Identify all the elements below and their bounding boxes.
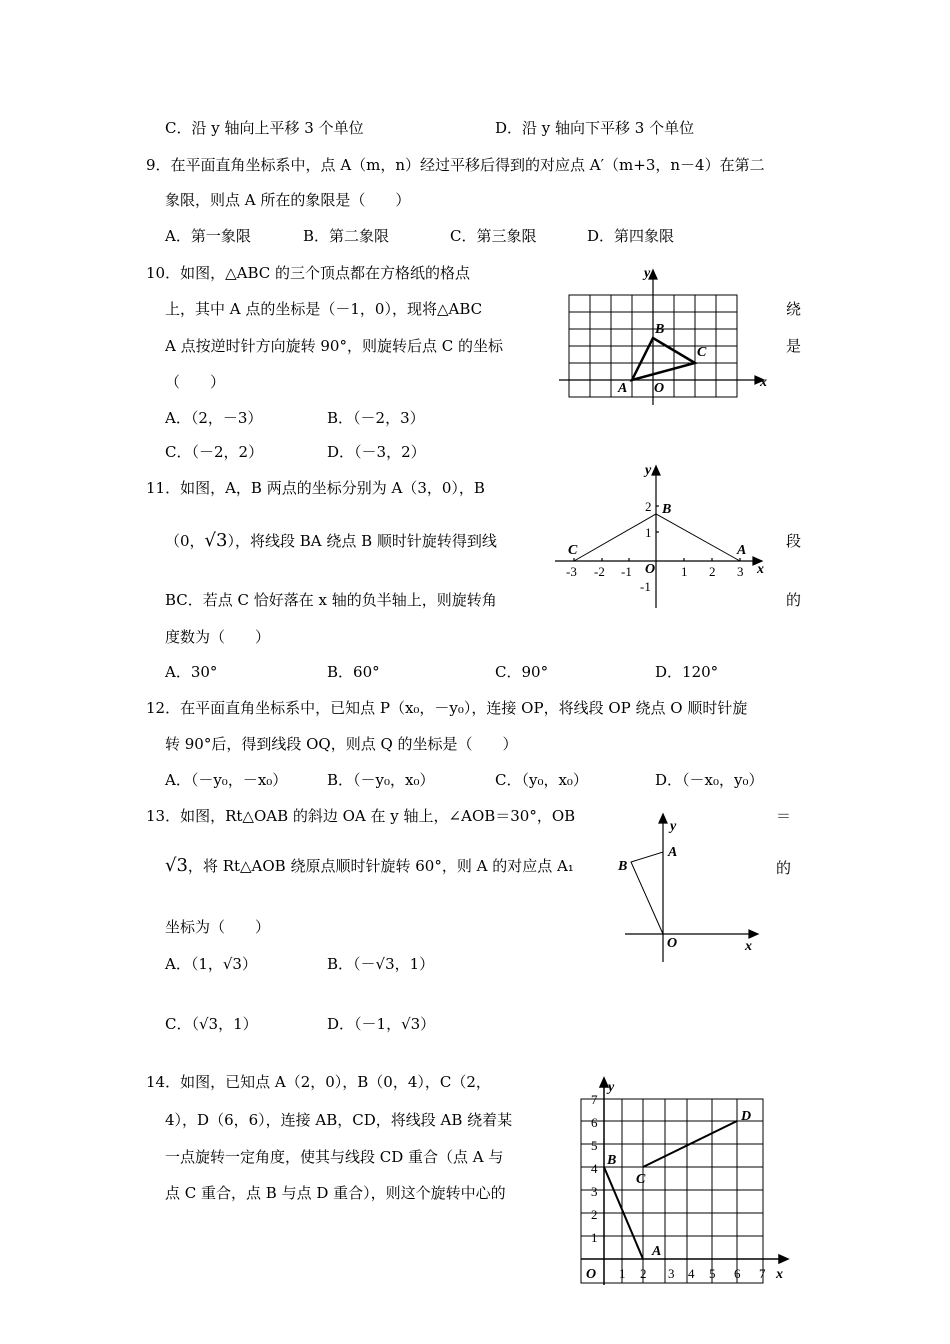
q10-label-o: O [654, 381, 665, 396]
q14-grid [581, 1099, 763, 1283]
q10-label-y: y [644, 266, 651, 281]
q14-stem-line1: 14．如图，已知点 A（2，0），B（0，4），C（2， [146, 1073, 491, 1091]
q10-label-b: B [655, 322, 665, 337]
q11-stem-line2-a: （0， [165, 532, 205, 550]
q13-stem-line3: 坐标为（ ） [165, 918, 271, 936]
q14-y-tick-labels [591, 1092, 598, 1245]
q13-stem-line2 [165, 856, 574, 876]
q14-axes [581, 1078, 788, 1285]
q13-option-a: A．（1，√3） [165, 955, 257, 973]
q10-stem-line2-end: 绕 [786, 300, 802, 318]
q10-option-d: D．（－3，2） [327, 443, 426, 461]
q14-label-d: D [741, 1109, 752, 1124]
q8-option-d: D．沿 y 轴向下平移 3 个单位 [495, 119, 695, 137]
q10-label-a: A [618, 381, 628, 396]
q11-stem-line3: BC．若点 C 恰好落在 x 轴的负半轴上，则旋转角 [165, 591, 497, 609]
q12-option-b: B．（－y₀，x₀） [327, 771, 435, 789]
q14-xtick: 3 [668, 1266, 675, 1281]
q14-xtick: 7 [759, 1266, 766, 1281]
q11-stem-line2-end: 段 [786, 532, 802, 550]
q12-option-d: D．（－x₀，y₀） [655, 771, 764, 789]
q11-label-y: y [645, 463, 652, 478]
q10-option-b: B．（－2，3） [327, 409, 425, 427]
q11-option-b: B．60° [327, 663, 380, 681]
q14-x-tick-labels [619, 1266, 766, 1281]
q11-option-c: C．90° [495, 663, 549, 681]
q11-xtick: -3 [566, 564, 577, 579]
q14-stem-line2: 4），D（6，6），连接 AB，CD，将线段 AB 绕着某 [165, 1111, 513, 1129]
q10-stem-line3-end: 是 [786, 337, 802, 355]
q13-stem-line2-end: 的 [776, 859, 792, 877]
q14-ytick: 2 [591, 1207, 598, 1222]
q11-sqrt3: √3 [204, 530, 228, 551]
q12-option-a: A．（－y₀，－x₀） [165, 771, 288, 789]
q11-axes [555, 466, 762, 608]
q10-label-x: x [760, 375, 767, 390]
q11-ytick: 2 [645, 499, 652, 514]
q11-stem-line4: 度数为（ ） [165, 628, 271, 646]
q10-stem-line4: （ ） [165, 373, 226, 391]
q13-option-d: D．（－1，√3） [327, 1015, 436, 1033]
q11-stem-line1: 11．如图，A，B 两点的坐标分别为 A（3，0），B [146, 479, 485, 497]
q12-stem-line1: 12．在平面直角坐标系中，已知点 P（x₀，－y₀），连接 OP，将线段 OP 绕点 O 顺时针旋 [146, 699, 748, 717]
q14-label-y: y [608, 1080, 615, 1095]
q9-stem-line1: 9．在平面直角坐标系中，点 A（m，n）经过平移后得到的对应点 A′（m+3，n－4）在第二 [146, 156, 765, 174]
q14-xtick: 2 [640, 1266, 647, 1281]
q10-figure [555, 265, 775, 405]
q14-ytick: 7 [591, 1092, 598, 1107]
q9-option-a: A．第一象限 [165, 227, 251, 245]
q10-triangle-abc [632, 338, 695, 380]
q10-option-a: A．（2，－3） [165, 409, 263, 427]
q11-xtick: -1 [621, 564, 632, 579]
q13-option-c: C．（√3，1） [165, 1015, 258, 1033]
q11-xtick: 3 [737, 564, 744, 579]
q9-option-b: B．第二象限 [303, 227, 390, 245]
q14-ytick: 6 [591, 1115, 598, 1130]
q13-stem-line2-text: ，将 Rt△AOB 绕原点顺时针旋转 60°，则 A 的对应点 A₁ [187, 857, 574, 875]
q14-label-c: C [636, 1172, 646, 1187]
q11-segments-cb-ba [574, 514, 740, 561]
q11-label-a: A [737, 543, 747, 558]
q14-ytick: 3 [591, 1184, 598, 1199]
q11-label-o: O [645, 562, 656, 577]
q14-label-x: x [776, 1267, 783, 1282]
q10-stem-line2: 上，其中 A 点的坐标是（－1，0），现将△ABC [165, 300, 483, 318]
q14-ytick: 4 [591, 1161, 598, 1176]
q11-stem-line2 [165, 531, 497, 551]
q13-sqrt3: √3 [165, 855, 188, 876]
q14-xtick: 5 [709, 1266, 716, 1281]
q9-option-d: D．第四象限 [587, 227, 675, 245]
q11-label-c: C [568, 543, 578, 558]
q14-xtick: 1 [619, 1266, 626, 1281]
q8-option-c: C．沿 y 轴向上平移 3 个单位 [165, 119, 364, 137]
q10-stem-line1: 10．如图，△ABC 的三个顶点都在方格纸的格点 [146, 264, 471, 282]
q13-axes [625, 814, 758, 962]
q13-label-x: x [745, 939, 752, 954]
q11-label-x: x [757, 562, 764, 577]
q11-xtick: 2 [709, 564, 716, 579]
q11-y-tick-labels [640, 499, 652, 594]
q14-ytick: 1 [591, 1230, 598, 1245]
q14-label-o: O [586, 1267, 597, 1282]
q10-label-c: C [697, 345, 707, 360]
q14-xtick: 6 [734, 1266, 741, 1281]
q13-label-o: O [667, 936, 678, 951]
q13-option-b: B．（－√3，1） [327, 955, 435, 973]
q13-stem-line1-end: ＝ [776, 807, 792, 825]
q14-ytick: 5 [591, 1138, 598, 1153]
q13-label-a: A [668, 845, 678, 860]
q11-stem-line3-end: 的 [786, 591, 802, 609]
q11-option-a: A．30° [165, 663, 218, 681]
q14-stem-line4: 点 C 重合，点 B 与点 D 重合），则这个旋转中心的 [165, 1184, 506, 1202]
q10-option-c: C．（－2，2） [165, 443, 264, 461]
q11-label-b: B [662, 502, 672, 517]
q11-stem-line2-b: ），将线段 BA 绕点 B 顺时针旋转得到线 [227, 532, 497, 550]
q13-label-b: B [618, 859, 628, 874]
q13-stem-line1: 13．如图，Rt△OAB 的斜边 OA 在 y 轴上，∠AOB＝30°，OB [146, 807, 576, 825]
q11-figure [550, 460, 775, 610]
q14-figure [575, 1075, 800, 1290]
q11-xtick: -2 [594, 564, 605, 579]
q13-triangle-oab [631, 852, 663, 934]
q12-option-c: C．（y₀，x₀） [495, 771, 588, 789]
q11-xtick: 1 [681, 564, 688, 579]
q10-stem-line3: A 点按逆时针方向旋转 90°，则旋转后点 C 的坐标 [165, 337, 503, 355]
q14-label-b: B [607, 1153, 617, 1168]
q11-option-d: D．120° [655, 663, 719, 681]
q11-ytick: -1 [640, 579, 651, 594]
q14-xtick: 4 [688, 1266, 695, 1281]
q9-stem-line2: 象限，则点 A 所在的象限是（ ） [165, 191, 411, 209]
q13-label-y: y [670, 819, 677, 834]
q13-figure [615, 810, 775, 970]
q14-stem-line3: 一点旋转一定角度，使其与线段 CD 重合（点 A 与 [165, 1148, 504, 1166]
q12-stem-line2: 转 90°后，得到线段 OQ，则点 Q 的坐标是（ ） [165, 735, 518, 753]
q14-label-a: A [652, 1244, 662, 1259]
q9-option-c: C．第三象限 [450, 227, 537, 245]
q11-ytick: 1 [645, 525, 652, 540]
